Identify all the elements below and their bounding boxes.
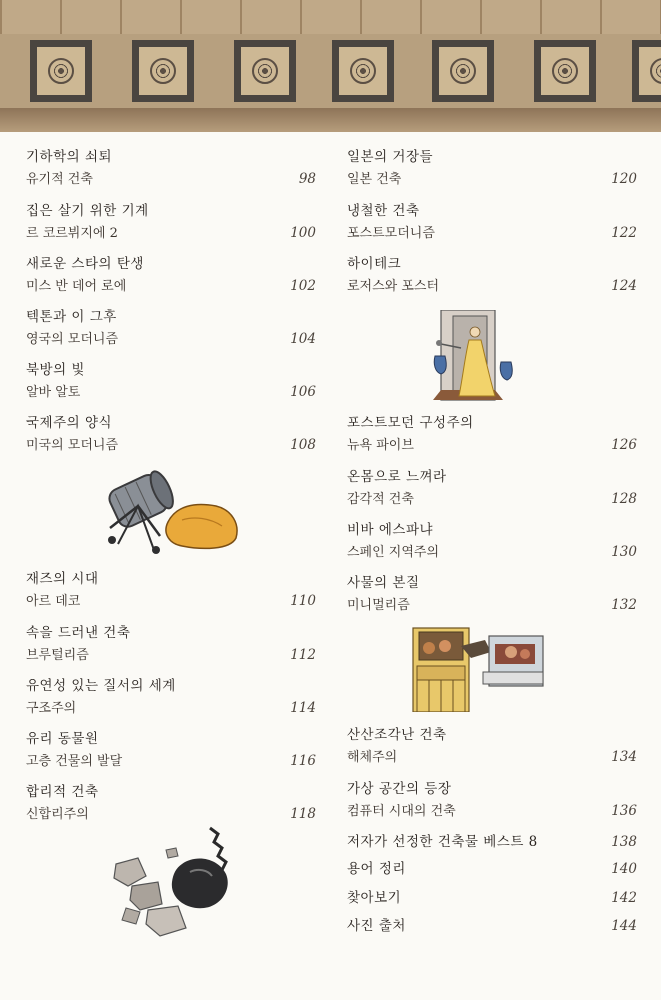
chapter-title: 유리 동물원 xyxy=(26,731,99,747)
chapter-title: 사물의 본질 xyxy=(347,575,420,591)
rosette-ornament xyxy=(150,58,176,84)
chapter-subtitle: 미니멀리즘 xyxy=(347,598,410,613)
toc-entry[interactable] xyxy=(347,833,637,851)
frieze-tile xyxy=(332,40,394,102)
frieze-tile xyxy=(432,40,494,102)
page-number: 106 xyxy=(290,384,316,400)
toc-entry[interactable] xyxy=(347,780,637,820)
page-number: 110 xyxy=(290,593,316,609)
chapter-title: 가상 공간의 등장 xyxy=(347,781,452,797)
rosette-ornament xyxy=(650,58,661,84)
section-title: 찾아보기 xyxy=(347,890,402,906)
chapter-title: 텍톤과 이 그후 xyxy=(26,309,117,325)
toc-entry[interactable] xyxy=(26,783,316,823)
rosette-ornament xyxy=(450,58,476,84)
chapter-subtitle: 미국의 모더니즘 xyxy=(26,438,119,453)
chapter-subtitle: 일본 건축 xyxy=(347,172,402,187)
cement-mixer-illustration xyxy=(98,466,248,558)
chapter-title: 합리적 건축 xyxy=(26,784,99,800)
toc-entry[interactable] xyxy=(347,148,637,188)
toc-entry[interactable] xyxy=(347,255,637,295)
banner-base xyxy=(0,108,661,132)
page-number: 132 xyxy=(611,597,637,613)
chapter-title: 일본의 거장들 xyxy=(347,149,434,165)
toc-entry[interactable] xyxy=(26,677,316,717)
rosette-ornament xyxy=(48,58,74,84)
chapter-title: 집은 살기 위한 기계 xyxy=(26,203,149,219)
page-number: 104 xyxy=(290,331,316,347)
chapter-subtitle: 포스트모더니즘 xyxy=(347,226,435,241)
chapter-subtitle: 감각적 건축 xyxy=(347,492,414,507)
chapter-subtitle: 구조주의 xyxy=(26,701,77,716)
page-number: 136 xyxy=(611,803,637,819)
chapter-subtitle: 영국의 모더니즘 xyxy=(26,332,119,347)
page-number: 144 xyxy=(611,918,637,934)
toc-entry[interactable] xyxy=(347,889,637,907)
page-number: 124 xyxy=(611,278,637,294)
page-number: 108 xyxy=(290,437,316,453)
page-number: 138 xyxy=(611,834,637,850)
toc-entry[interactable] xyxy=(26,148,316,188)
chapter-title: 재즈의 시대 xyxy=(26,571,99,587)
chapter-title: 새로운 스타의 탄생 xyxy=(26,256,144,272)
toc-entry[interactable] xyxy=(347,202,637,242)
page-number: 112 xyxy=(290,647,316,663)
frieze-tile xyxy=(534,40,596,102)
page-number: 128 xyxy=(611,491,637,507)
section-title: 저자가 선정한 건축물 베스트 8 xyxy=(347,834,538,850)
page-number: 126 xyxy=(611,437,637,453)
toc-entry[interactable] xyxy=(347,860,637,878)
toc-entry[interactable] xyxy=(26,361,316,401)
chapter-subtitle: 브루털리즘 xyxy=(26,648,89,663)
people-at-windows-illustration xyxy=(411,622,545,712)
rosette-ornament xyxy=(252,58,278,84)
page-number: 130 xyxy=(611,544,637,560)
toc-entry[interactable] xyxy=(26,624,316,664)
rosette-ornament xyxy=(552,58,578,84)
page-number: 98 xyxy=(298,171,316,187)
toc-entry[interactable] xyxy=(26,570,316,610)
toc-entry[interactable] xyxy=(347,574,637,614)
chapter-title: 비바 에스파냐 xyxy=(347,522,434,538)
section-title: 용어 정리 xyxy=(347,861,406,877)
chapter-title: 유연성 있는 질서의 세계 xyxy=(26,678,176,694)
rosette-ornament xyxy=(350,58,376,84)
woman-in-gown-illustration xyxy=(431,310,521,402)
toc-entry[interactable] xyxy=(26,414,316,454)
page-number: 118 xyxy=(290,806,316,822)
chapter-subtitle: 유기적 건축 xyxy=(26,172,93,187)
page-number: 122 xyxy=(611,225,637,241)
chapter-title: 하이테크 xyxy=(347,256,402,272)
toc-entry[interactable] xyxy=(347,468,637,508)
chapter-subtitle: 알바 알토 xyxy=(26,385,81,400)
chapter-title: 냉철한 건축 xyxy=(347,203,420,219)
frieze-tile xyxy=(632,40,661,102)
section-title: 사진 출처 xyxy=(347,918,406,934)
chapter-subtitle: 고층 건물의 발달 xyxy=(26,754,123,769)
frieze-tile xyxy=(30,40,92,102)
toc-entry[interactable] xyxy=(26,730,316,770)
toc-entry[interactable] xyxy=(347,726,637,766)
chapter-subtitle: 뉴욕 파이브 xyxy=(347,438,414,453)
chapter-subtitle: 해체주의 xyxy=(347,750,398,765)
chapter-title: 속을 드러낸 건축 xyxy=(26,625,131,641)
banner-stonework xyxy=(0,0,661,34)
page-number: 102 xyxy=(290,278,316,294)
page-number: 142 xyxy=(611,890,637,906)
wrecking-ball-illustration xyxy=(106,824,256,942)
toc-entry[interactable] xyxy=(26,255,316,295)
page-number: 114 xyxy=(290,700,316,716)
frieze-tile xyxy=(132,40,194,102)
chapter-subtitle: 르 코르뷔지에 2 xyxy=(26,226,118,241)
page-number: 140 xyxy=(611,861,637,877)
chapter-title: 기하학의 쇠퇴 xyxy=(26,149,113,165)
toc-entry[interactable] xyxy=(347,521,637,561)
chapter-title: 산산조각난 건축 xyxy=(347,727,447,743)
page-number: 120 xyxy=(611,171,637,187)
toc-entry[interactable] xyxy=(26,308,316,348)
chapter-title: 포스트모던 구성주의 xyxy=(347,415,474,431)
toc-entry[interactable] xyxy=(347,414,637,454)
chapter-title: 온몸으로 느껴라 xyxy=(347,469,447,485)
page-number: 100 xyxy=(290,225,316,241)
chapter-subtitle: 스페인 지역주의 xyxy=(347,545,440,560)
frieze-tile xyxy=(234,40,296,102)
chapter-subtitle: 신합리주의 xyxy=(26,807,89,822)
chapter-title: 북방의 빛 xyxy=(26,362,85,378)
chapter-subtitle: 컴퓨터 시대의 건축 xyxy=(347,804,456,819)
toc-entry[interactable] xyxy=(347,917,637,935)
chapter-subtitle: 아르 데코 xyxy=(26,594,81,609)
page-number: 134 xyxy=(611,749,637,765)
header-banner xyxy=(0,0,661,132)
chapter-title: 국제주의 양식 xyxy=(26,415,113,431)
chapter-subtitle: 미스 반 데어 로에 xyxy=(26,279,127,294)
toc-entry[interactable] xyxy=(26,202,316,242)
chapter-subtitle: 로저스와 포스터 xyxy=(347,279,440,294)
page-number: 116 xyxy=(290,753,316,769)
